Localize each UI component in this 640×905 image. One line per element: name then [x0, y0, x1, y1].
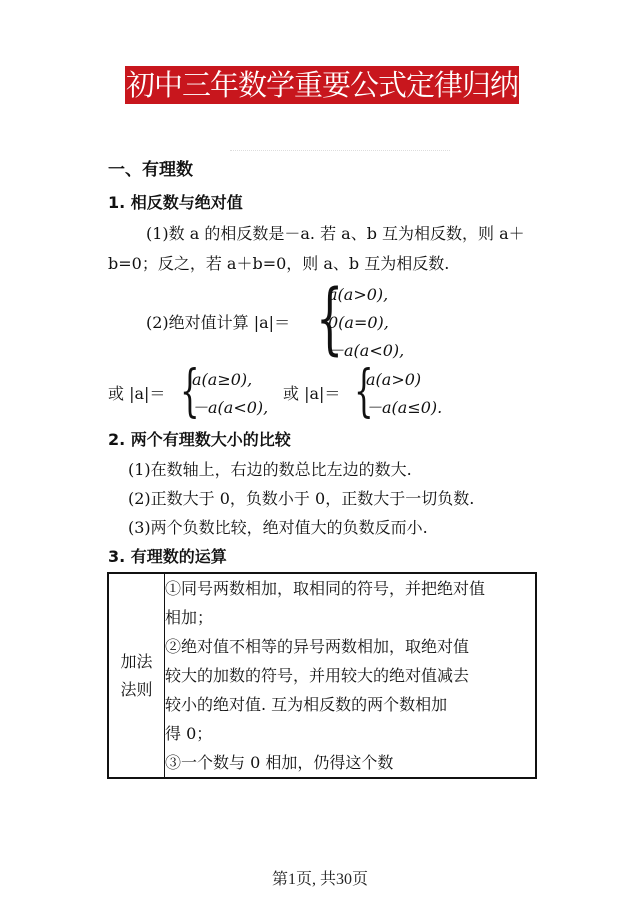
table-header-line: 加法 — [120, 651, 153, 671]
subsection-heading-3: 3. 有理数的运算 — [108, 547, 227, 566]
table-text-line: ②绝对值不相等的异号两数相加，取绝对值 — [165, 637, 470, 656]
case-line: －a(a<0), — [328, 341, 405, 360]
alt-formula-label: 或 |a|＝ — [108, 384, 166, 403]
table-text-line: 相加； — [165, 608, 214, 627]
subsection-heading-1: 1. 相反数与绝对值 — [108, 193, 243, 212]
alt-formula-label: 或 |a|＝ — [283, 384, 341, 403]
paragraph-line: (1)数 a 的相反数是－a. 若 a、b 互为相反数，则 a＋ — [146, 224, 525, 243]
subsection-heading-2: 2. 两个有理数大小的比较 — [108, 430, 291, 449]
table-body-cell — [165, 573, 537, 778]
left-brace-icon: { — [354, 359, 374, 424]
scan-artifact-line — [230, 150, 450, 151]
case-line: －a(a<0), — [192, 398, 269, 417]
table-header-line: 法则 — [120, 679, 153, 699]
page-title-banner: 初中三年数学重要公式定律归纳 — [125, 68, 518, 102]
paragraph-line: b=0；反之，若 a＋b=0，则 a、b 互为相反数. — [108, 254, 450, 273]
table-text-line: ①同号两数相加，取相同的符号，并把绝对值 — [165, 579, 486, 598]
table-header-cell — [108, 573, 165, 778]
left-brace-icon: { — [316, 274, 344, 364]
case-line: a(a>0), — [328, 285, 389, 304]
case-line: a(a>0) — [366, 370, 422, 389]
addition-rules-table — [107, 572, 537, 779]
case-line: a(a≥0), — [192, 370, 253, 389]
case-line: 0(a=0), — [328, 313, 389, 332]
list-item: (2)正数大于 0，负数小于 0，正数大于一切负数. — [128, 489, 475, 508]
table-text-line: ③一个数与 0 相加，仍得这个数 — [165, 753, 394, 772]
abs-formula-label: (2)绝对值计算 |a|＝ — [146, 313, 291, 332]
table-text-line: 较大的加数的符号，并用较大的绝对值减去 — [165, 666, 470, 685]
page-number-footer: 第1页, 共30页 — [271, 871, 368, 888]
case-line: －a(a≤0). — [366, 398, 443, 417]
table-text-line: 较小的绝对值. 互为相反数的两个数相加 — [165, 695, 448, 714]
list-item: (3)两个负数比较，绝对值大的负数反而小. — [128, 518, 428, 537]
table-text-line: 得 0； — [165, 724, 213, 743]
section-heading: 一、有理数 — [108, 160, 193, 180]
left-brace-icon: { — [180, 359, 200, 424]
list-item: (1)在数轴上，右边的数总比左边的数大. — [128, 460, 412, 479]
